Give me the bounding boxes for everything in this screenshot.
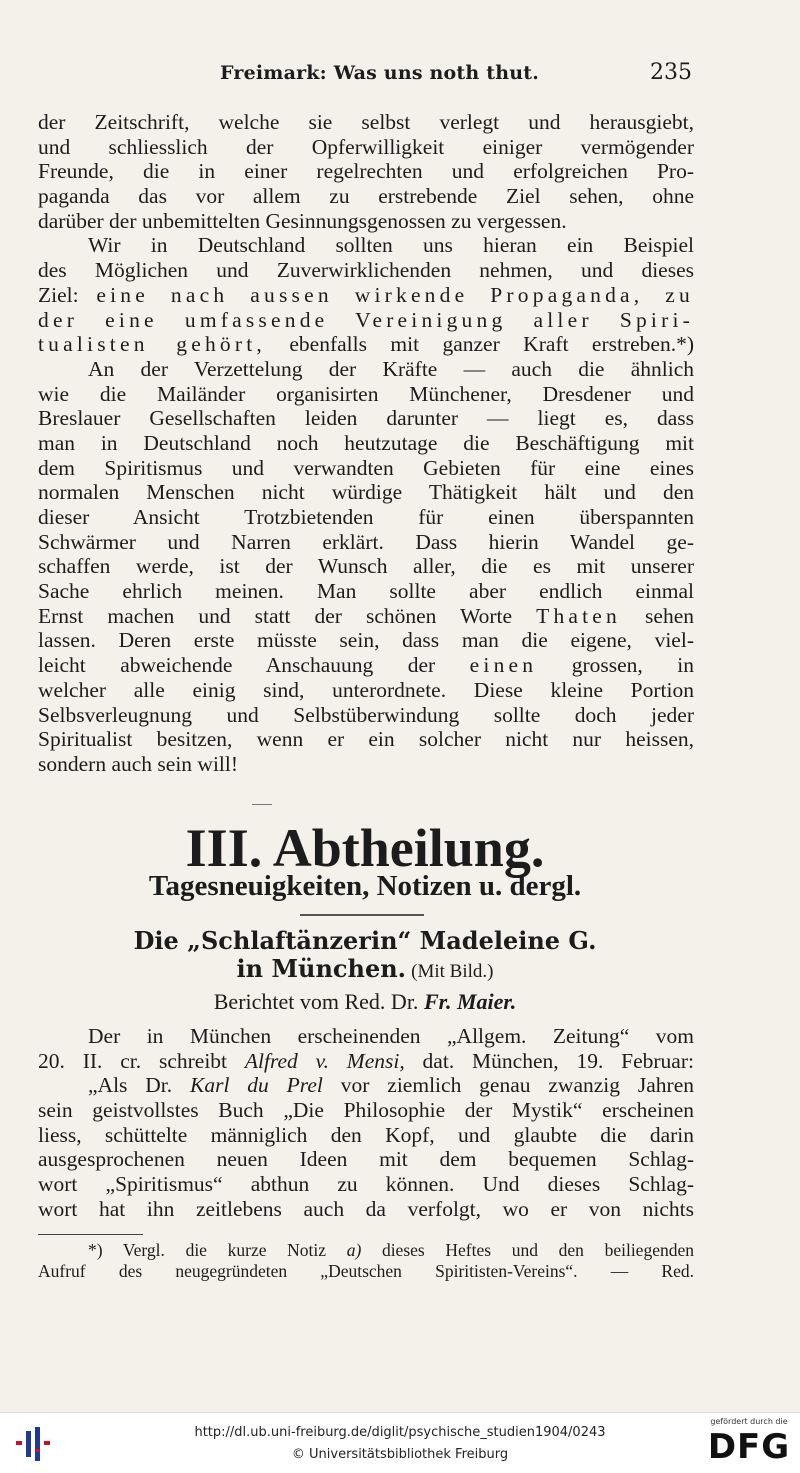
text-line: normalen Menschen nicht würdige Thätigkeit hält und den [38,480,694,505]
text-line: wort „Spiritismus“ abthun zu können. Und dieses Schlag- [38,1172,694,1197]
article-title-note: (Mit Bild.) [411,961,494,982]
spaced-emphasis: einen [469,653,538,678]
byline-author: Fr. Maier. [423,989,517,1014]
byline [0,988,730,1016]
article-title: Die „Schlaftänzerin“ Madeleine G. [133,926,597,955]
text-line: paganda das vor allem zu erstrebende Ziel sehen, ohne [38,184,694,209]
text-line: liess, schüttelte männiglich den Kopf, und glaubte die darin [38,1122,694,1147]
text-line: Schwärmer und Narren erklärt. Dass hierin Wandel ge- [38,529,694,554]
text-line: Breslauer Gesellschaften leiden darunter — liegt es, dass [38,406,694,431]
text-line: Spiritualist besitzen, wenn er ein solcher nicht nur heissen, [38,727,694,752]
text-segment: 20. II. cr. schreibt [38,1048,245,1073]
text-segment: grossen, in [537,653,694,678]
text-segment: *) Vergl. die kurze Notiz [88,1240,347,1260]
footnote [38,1240,694,1282]
person-name: Alfred v. Mensi, [244,1048,405,1073]
section-title: III. Abtheilung. [185,818,545,878]
text-segment: dat. München, 19. Februar: [404,1048,694,1073]
text-line: Selbsverleugnung und Selbstüberwindung sollte doch jeder [38,702,694,727]
text-line: Freunde, die in einer regelrechten und erfolgreichen Pro- [38,159,694,184]
spaced-emphasis: der eine umfassende Vereinigung aller Spiri- [38,307,694,332]
spaced-emphasis: tualisten gehört, [38,332,266,357]
text-line: Sache ehrlich meinen. Man sollte aber endlich einmal [38,579,694,604]
running-header [38,60,692,88]
copyright: © Universitätsbibliothek Freiburg [291,1447,509,1462]
running-title: Freimark: Was uns noth thut. [220,62,540,84]
section-subtitle: Tagesneuigkeiten, Notizen u. dergl. [148,870,582,902]
text-line: lassen. Deren erste müsste sein, dass man die eigene, viel- [38,628,694,653]
text-segment: ebenfalls mit ganzer Kraft erstreben.*) [265,332,694,357]
footnote-divider [38,1234,143,1235]
permalink[interactable]: http://dl.ub.uni-freiburg.de/diglit/psychische_studien1904/0243 [194,1425,606,1440]
viewer-footer [0,1412,800,1473]
text-segment: leicht abweichende Anschauung der [38,653,470,678]
text-segment: vor ziemlich genau zwanzig Jahren [322,1073,694,1098]
text-line [38,604,694,629]
article-title-line2 [0,954,730,987]
footnote-line: Aufruf des neugegründeten „Deutschen Spiritisten-Vereins“. — Red. [38,1261,694,1281]
text-line [38,1073,694,1098]
article-body-continued [38,110,694,777]
funder-note: gefördert durch die [710,1417,788,1426]
text-line: welcher alle einig sind, unterordnete. Diese kleine Portion [38,677,694,702]
byline-prefix: Berichtet vom Red. Dr. [213,989,424,1014]
text-line: der Zeitschrift, welche sie selbst verlegt und herausgiebt, [38,110,694,134]
text-segment: sehen [621,603,694,628]
text-line: des Möglichen und Zuverwirklichenden nehmen, und dieses [38,258,694,283]
footnote-line [38,1240,694,1261]
dfg-logo[interactable]: DFG [707,1427,791,1467]
article-title-place: in München. [236,954,407,983]
text-line: man in Deutschland noch heutzutage die Beschäftigung mit [38,430,694,455]
text-segment: dieses Heftes und den beiliegenden [361,1240,694,1260]
text-line: wie die Mailänder organisirten Münchener, Dresdener und [38,381,694,406]
person-name: Karl du Prel [190,1073,323,1098]
article-body [38,1024,694,1222]
text-line: sein geistvollstes Buch „Die Philosophie der Mystik“ erscheinen [38,1098,694,1123]
text-line: Wir in Deutschland sollten uns hieran ein Beispiel [88,233,694,258]
text-line: dieser Ansicht Trotzbietenden für einen überspannten [38,505,694,529]
text-line: dem Spiritismus und verwandten Gebieten für eine eines [38,455,694,480]
text-line: Der in München erscheinenden „Allgem. Zeitung“ vom [88,1024,694,1048]
text-line: wort hat ihn zeitlebens auch da verfolgt, wo er von nichts [38,1196,694,1221]
text-segment: „Als Dr. [88,1073,191,1098]
footnote-ref: a) [346,1240,362,1260]
text-line [38,653,694,678]
text-line: sondern auch sein will! [38,751,239,776]
page-number: 235 [650,60,692,85]
text-line [38,1049,694,1074]
text-line: darüber der unbemittelten Gesinnungsgenossen zu vergessen. [38,208,567,233]
text-line [38,283,694,308]
text-segment: Ziel: [38,282,97,307]
text-line: An der Verzettelung der Kräfte — auch die ähnlich [88,356,694,381]
text-segment: Ernst machen und statt der schönen Worte [38,603,537,628]
spaced-emphasis: eine nach aussen wirkende Propaganda, zu [96,282,694,307]
text-line: ausgesprochenen neuen Ideen mit dem bequemen Schlag- [38,1147,694,1172]
short-divider [252,804,272,805]
text-line: schaffen werde, ist der Wunsch aller, die es mit unserer [38,554,694,579]
spaced-emphasis: Thaten [536,603,622,628]
text-line: und schliesslich der Opferwilligkeit einiger vermögender [38,134,694,159]
section-divider [300,914,424,916]
text-line [38,332,694,357]
